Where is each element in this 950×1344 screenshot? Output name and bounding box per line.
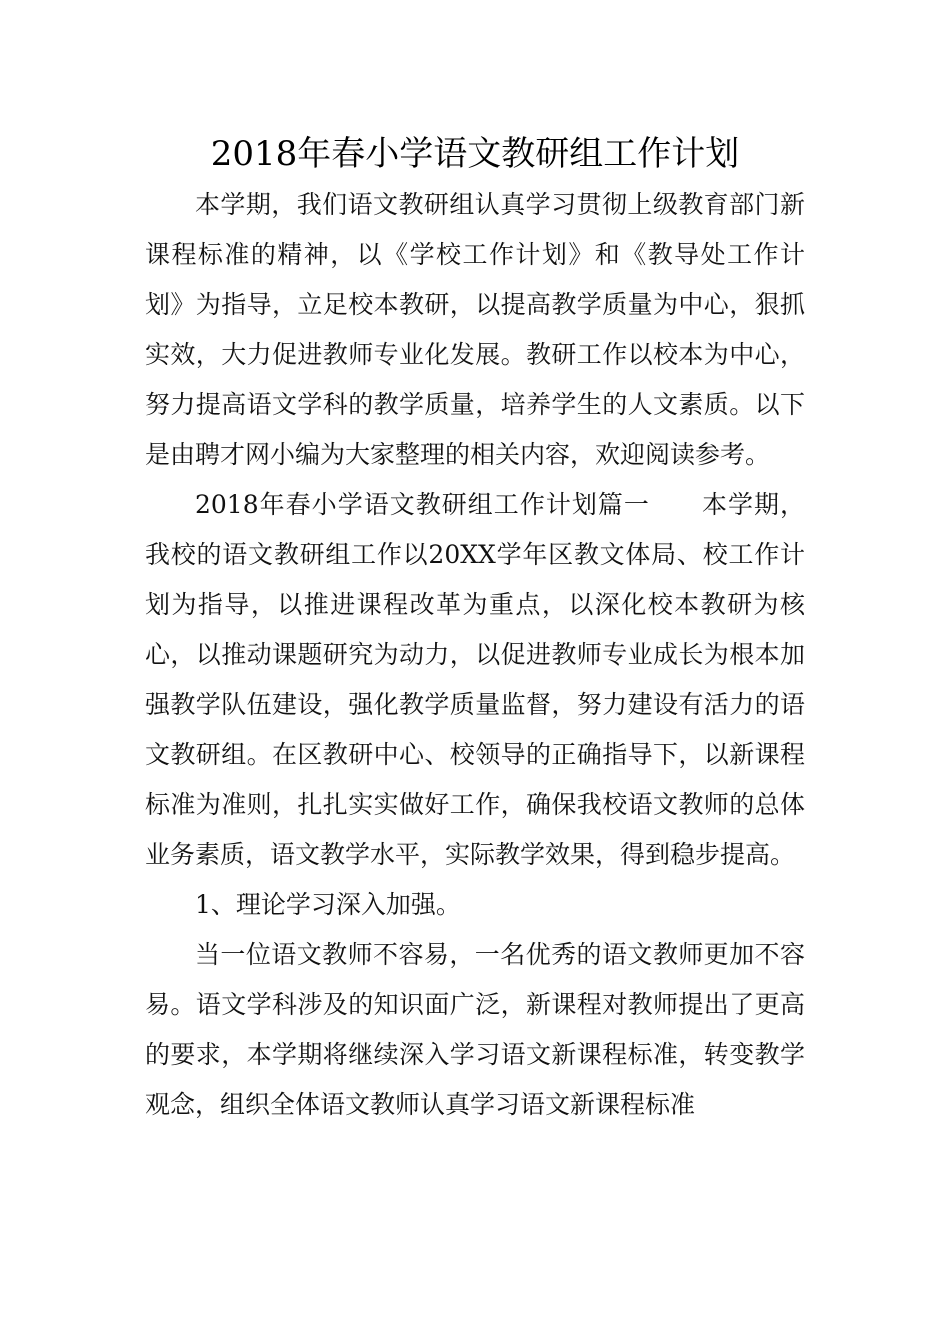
document-page bbox=[145, 128, 805, 1130]
paragraph-intro: 本学期，我们语文教研组认真学习贯彻上级教育部门新课程标准的精神，以《学校工作计划》和《教导处工作计划》为指导，立足校本教研，以提高教学质量为中心，狠抓实效，大力促进教师专业化发展。教研工作以校本为中心，努力提高语文学科的教学质量，培养学生的人文素质。以下是由聘才网小编为大家整理的相关内容，欢迎阅读参考。 bbox=[145, 190, 805, 469]
document-title: 2018年春小学语文教研组工作计划 bbox=[210, 134, 740, 174]
paragraph-theory-study: 当一位语文教师不容易，一名优秀的语文教师更加不容易。语文学科涉及的知识面广泛，新课程对教师提出了更高的要求，本学期将继续深入学习语文新课程标准，转变教学观念，组织全体语文教师认真学习语文新课程标准 bbox=[145, 940, 805, 1119]
paragraph-plan-one: 2018年春小学语文教研组工作计划篇一 本学期，我校的语文教研组工作以20XX学年区教文体局、校工作计划为指导，以推进课程改革为重点，以深化校本教研为核心，以推动课题研究为动力，以促进教师专业成长为根本加强教学队伍建设，强化教学质量监督，努力建设有活力的语文教研组。在区教研中心、校领导的正确指导下，以新课程标准为准则，扎扎实实做好工作，确保我校语文教师的总体业务素质，语文教学水平，实际教学效果，得到稳步提高。 bbox=[145, 490, 805, 869]
section-heading-theory-study: 1、理论学习深入加强。 bbox=[195, 890, 461, 919]
